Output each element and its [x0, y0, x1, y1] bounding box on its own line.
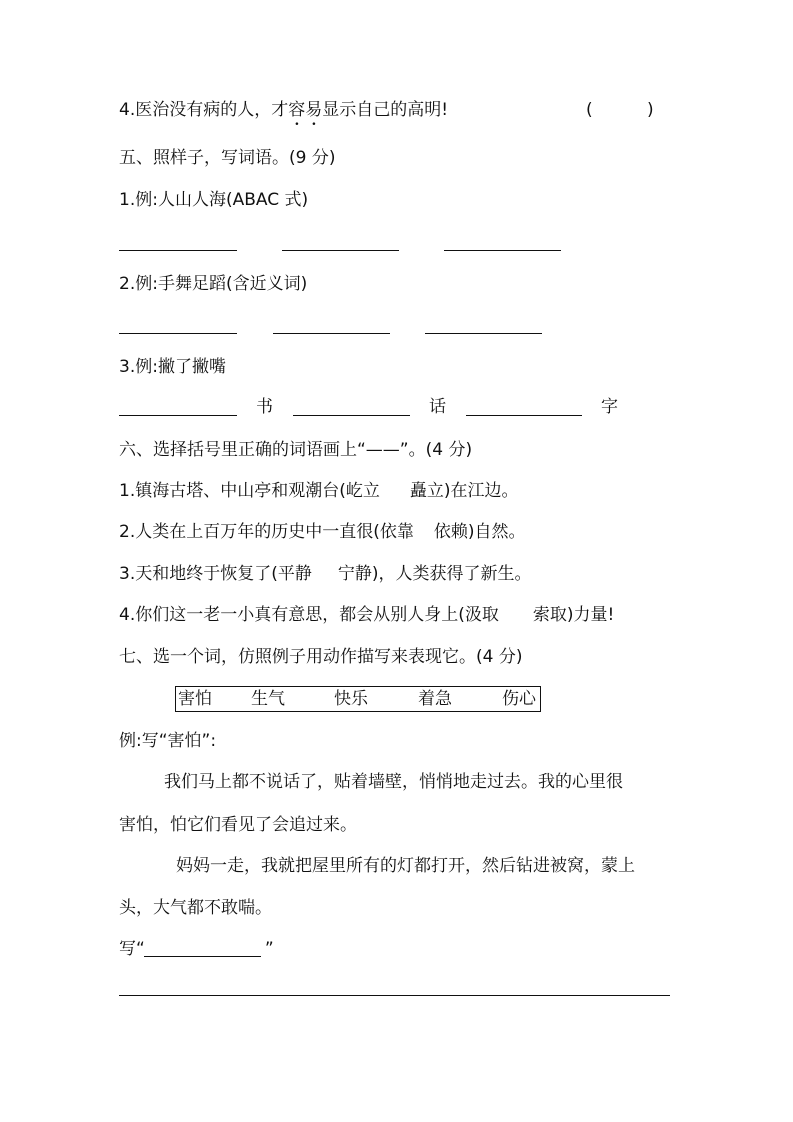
- section-7-title: 七、选一个词，仿照例子用动作描写来表现它。(4 分): [119, 647, 523, 667]
- answer-blank[interactable]: [466, 415, 582, 416]
- section-5-item-2: 2.例:手舞足蹈(含近义词): [119, 274, 308, 294]
- item-text: 2.人类在上百万年的历史中一直很(依靠: [119, 522, 414, 542]
- answer-paren-open: (: [586, 100, 593, 120]
- answer-blank[interactable]: [425, 333, 542, 334]
- item-text: 3.天和地终于恢复了(平静: [119, 564, 312, 584]
- answer-blank[interactable]: [119, 333, 237, 334]
- write-prefix: 写“: [119, 939, 145, 959]
- section-6-item-2: [119, 521, 526, 543]
- blank-suffix: 话: [429, 397, 446, 417]
- answer-line[interactable]: [119, 995, 670, 996]
- word-option: 害怕: [178, 689, 212, 709]
- example-para-2-cont: 头，大气都不敢喘。: [119, 898, 272, 918]
- question-text: 4.医治没有病的人，才: [119, 100, 289, 120]
- section-6-item-3: [119, 563, 532, 585]
- word-option: 着急: [418, 689, 452, 709]
- chosen-word-blank[interactable]: [144, 956, 261, 957]
- emphasized-word: 容易: [288, 100, 323, 120]
- answer-paren-close: ): [647, 100, 654, 120]
- example-para-1: 我们马上都不说话了，贴着墙壁，悄悄地走过去。我的心里很: [164, 772, 623, 792]
- question-text-end: 显示自己的高明!: [322, 100, 449, 120]
- word-option: 生气: [251, 689, 285, 709]
- blank-suffix: 书: [256, 397, 273, 417]
- item-text: 1.镇海古塔、中山亭和观潮台(屹立: [119, 481, 380, 501]
- answer-blank[interactable]: [444, 250, 561, 251]
- item-text: 矗立)在江边。: [409, 481, 519, 501]
- answer-blank[interactable]: [282, 250, 399, 251]
- word-option: 快乐: [334, 689, 368, 709]
- question-4-line: [119, 99, 448, 130]
- word-option: 伤心: [502, 689, 536, 709]
- section-5-item-1: 1.例:人山人海(ABAC 式): [119, 190, 309, 210]
- item-text: 宁静)，人类获得了新生。: [337, 564, 532, 584]
- section-6-item-4: [119, 604, 614, 626]
- answer-blank[interactable]: [273, 333, 390, 334]
- write-suffix: ”: [264, 939, 274, 959]
- example-para-1-cont: 害怕，怕它们看见了会追过来。: [119, 815, 357, 835]
- example-label: 例:写“害怕”:: [119, 731, 217, 751]
- item-text: 索取)力量!: [532, 605, 615, 625]
- example-para-2: 妈妈一走，我就把屋里所有的灯都打开，然后钻进被窝，蒙上: [176, 856, 635, 876]
- blank-suffix: 字: [601, 397, 618, 417]
- section-5-item-3: 3.例:撇了撇嘴: [119, 357, 226, 377]
- section-5-title: 五、照样子，写词语。(9 分): [119, 148, 336, 168]
- section-6-item-1: [119, 480, 519, 502]
- word-choice-box: [175, 686, 541, 712]
- answer-blank[interactable]: [293, 415, 410, 416]
- item-text: 4.你们这一老一小真有意思，都会从别人身上(汲取: [119, 605, 499, 625]
- item-text: 依赖)自然。: [433, 522, 526, 542]
- section-6-title: 六、选择括号里正确的词语画上“——”。(4 分): [119, 440, 473, 460]
- answer-blank[interactable]: [119, 250, 237, 251]
- answer-blank[interactable]: [119, 415, 237, 416]
